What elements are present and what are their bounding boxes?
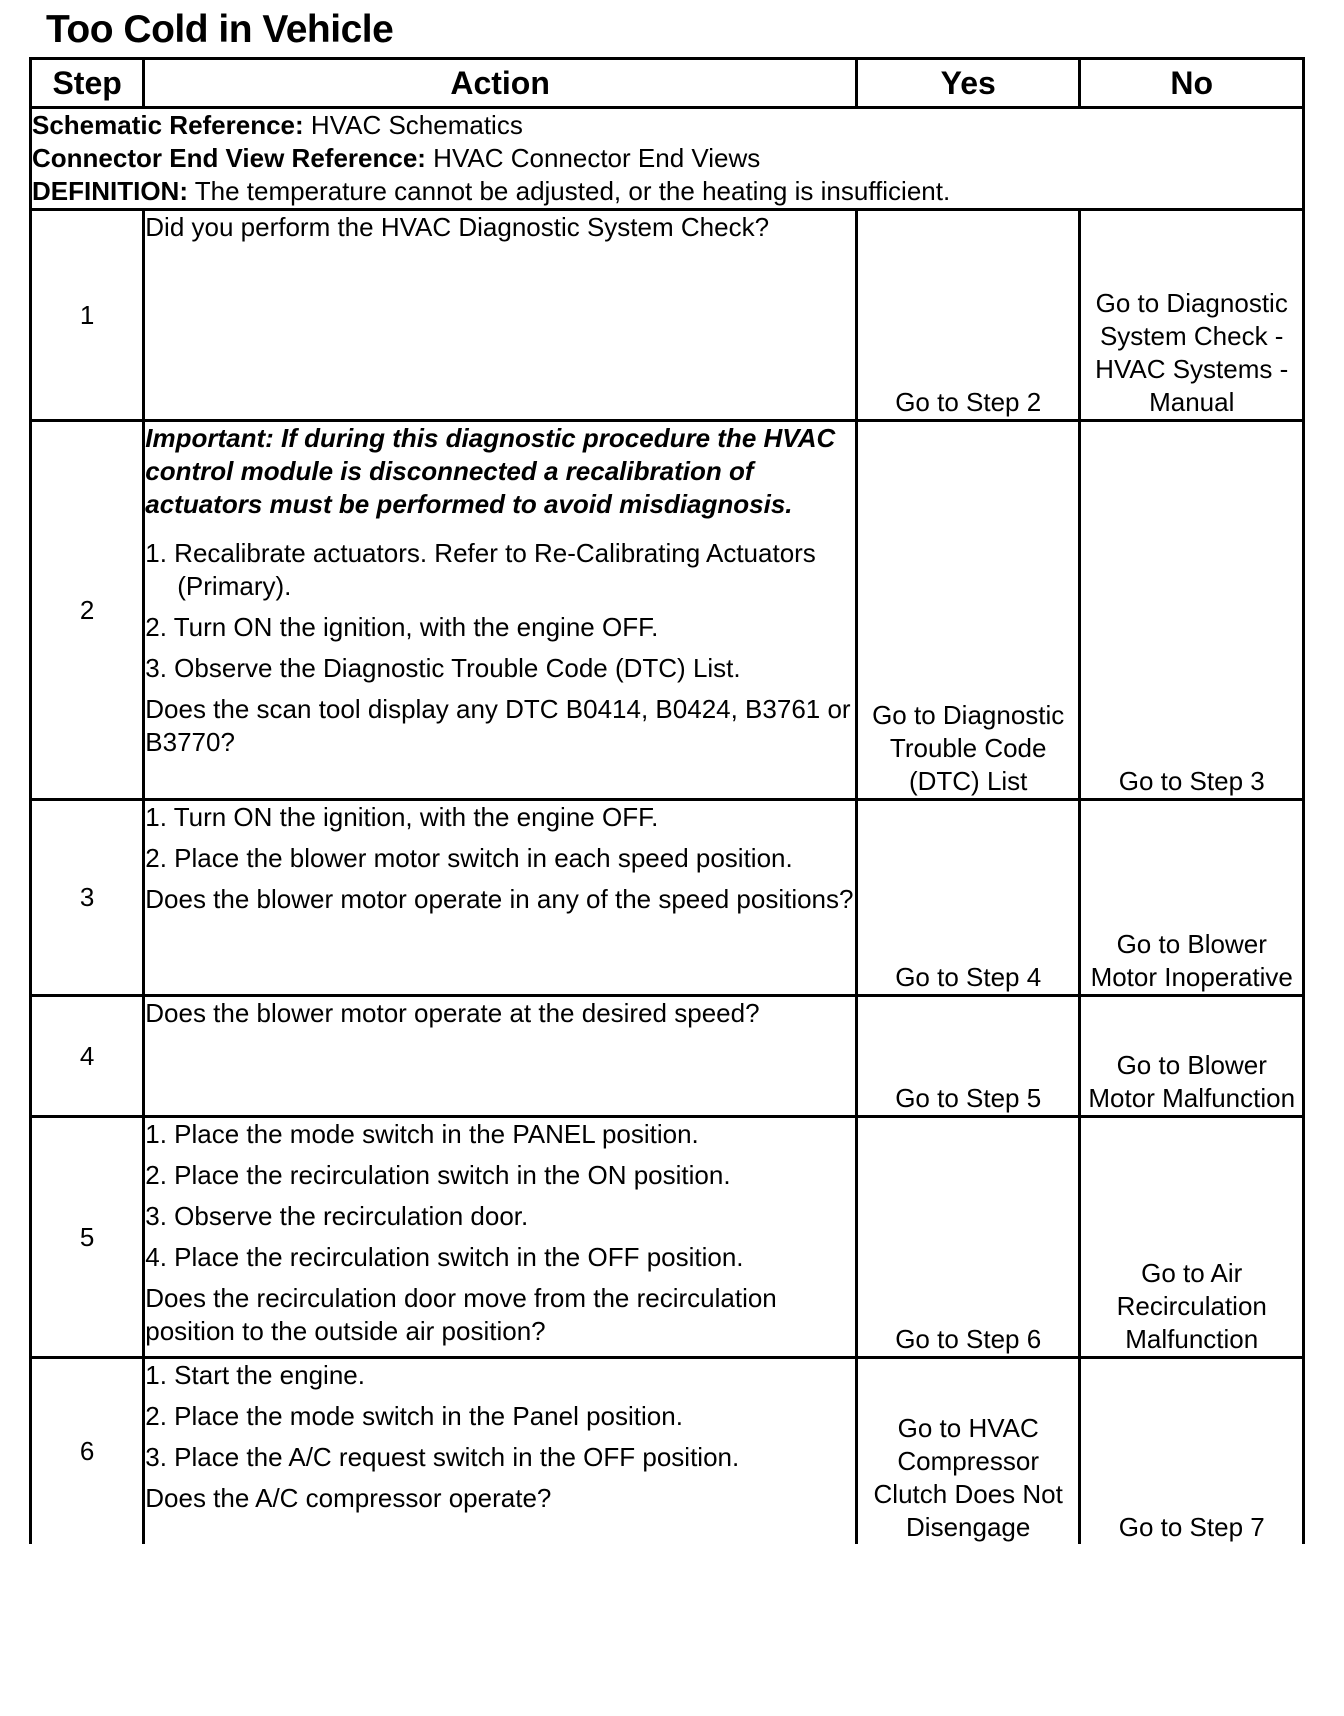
action-question: Does the blower motor operate at the desired speed?: [145, 998, 760, 1028]
step-number: 6: [31, 1358, 144, 1544]
page-title: Too Cold in Vehicle: [46, 8, 394, 51]
no-result: Go to Air Recirculation Malfunction: [1080, 1117, 1304, 1358]
definition: DEFINITION: The temperature cannot be adjusted, or the heating is insufficient.: [32, 176, 951, 206]
action-cell: [144, 421, 857, 800]
action-question: Did you perform the HVAC Diagnostic System Check?: [145, 212, 770, 242]
action-cell: [144, 1117, 857, 1358]
action-step: 2. Place the blower motor switch in each speed position.: [145, 843, 793, 873]
action-question: Does the A/C compressor operate?: [145, 1483, 552, 1513]
table-row: [31, 1358, 1304, 1544]
action-step: 1. Place the mode switch in the PANEL position.: [145, 1119, 699, 1149]
header-yes: Yes: [856, 59, 1080, 108]
no-result: Go to Step 3: [1080, 421, 1304, 800]
action-question: Does the scan tool display any DTC B0414, B0424, B3761 or B3770?: [145, 694, 851, 757]
action-cell: [144, 996, 857, 1117]
action-step: 1. Recalibrate actuators. Refer to Re-Calibrating Actuators (Primary).: [145, 538, 816, 601]
action-question: Does the blower motor operate in any of the speed positions?: [145, 884, 854, 914]
action-question: Does the recirculation door move from the recirculation position to the outside air position?: [145, 1283, 777, 1346]
diagnostic-table: [29, 57, 1305, 1544]
action-step: 3. Observe the Diagnostic Trouble Code (DTC) List.: [145, 653, 741, 683]
action-step: 2. Place the recirculation switch in the ON position.: [145, 1160, 731, 1190]
step-number: 4: [31, 996, 144, 1117]
table-row: [31, 996, 1304, 1117]
yes-result: Go to HVAC Compressor Clutch Does Not Disengage: [856, 1358, 1080, 1544]
action-cell: [144, 1358, 857, 1544]
step-number: 2: [31, 421, 144, 800]
action-steps: [145, 1118, 855, 1274]
table-row: [31, 421, 1304, 800]
step-number: 5: [31, 1117, 144, 1358]
yes-result: Go to Step 2: [856, 210, 1080, 421]
action-cell: [144, 800, 857, 996]
header-no: No: [1080, 59, 1304, 108]
action-step: 4. Place the recirculation switch in the OFF position.: [145, 1242, 744, 1272]
connector-reference: Connector End View Reference: HVAC Connector End Views: [32, 143, 761, 173]
reference-block: [31, 108, 1304, 210]
important-note: Important: If during this diagnostic procedure the HVAC control module is disconnected a recalibration of actuators must be performed to avoid misdiagnosis.: [145, 423, 836, 519]
header-row: [31, 59, 1304, 108]
action-step: 1. Start the engine.: [145, 1360, 365, 1390]
action-steps: [145, 1359, 855, 1474]
table-row: [31, 800, 1304, 996]
yes-result: Go to Step 6: [856, 1117, 1080, 1358]
reference-row: [31, 108, 1304, 210]
step-number: 3: [31, 800, 144, 996]
schematic-reference: Schematic Reference: HVAC Schematics: [32, 110, 523, 140]
action-step: 3. Place the A/C request switch in the OFF position.: [145, 1442, 740, 1472]
no-result: Go to Diagnostic System Check - HVAC Systems - Manual: [1080, 210, 1304, 421]
action-step: 1. Turn ON the ignition, with the engine OFF.: [145, 802, 659, 832]
no-result: Go to Step 7: [1080, 1358, 1304, 1544]
step-number: 1: [31, 210, 144, 421]
action-step: 2. Place the mode switch in the Panel position.: [145, 1401, 683, 1431]
table-row: [31, 1117, 1304, 1358]
action-cell: [144, 210, 857, 421]
action-steps: [145, 537, 855, 685]
yes-result: Go to Step 4: [856, 800, 1080, 996]
action-step: 3. Observe the recirculation door.: [145, 1201, 529, 1231]
no-result: Go to Blower Motor Malfunction: [1080, 996, 1304, 1117]
no-result: Go to Blower Motor Inoperative: [1080, 800, 1304, 996]
action-steps: [145, 801, 855, 875]
action-step: 2. Turn ON the ignition, with the engine OFF.: [145, 612, 659, 642]
header-action: Action: [144, 59, 857, 108]
yes-result: Go to Step 5: [856, 996, 1080, 1117]
header-step: Step: [31, 59, 144, 108]
yes-result: Go to Diagnostic Trouble Code (DTC) List: [856, 421, 1080, 800]
table-row: [31, 210, 1304, 421]
